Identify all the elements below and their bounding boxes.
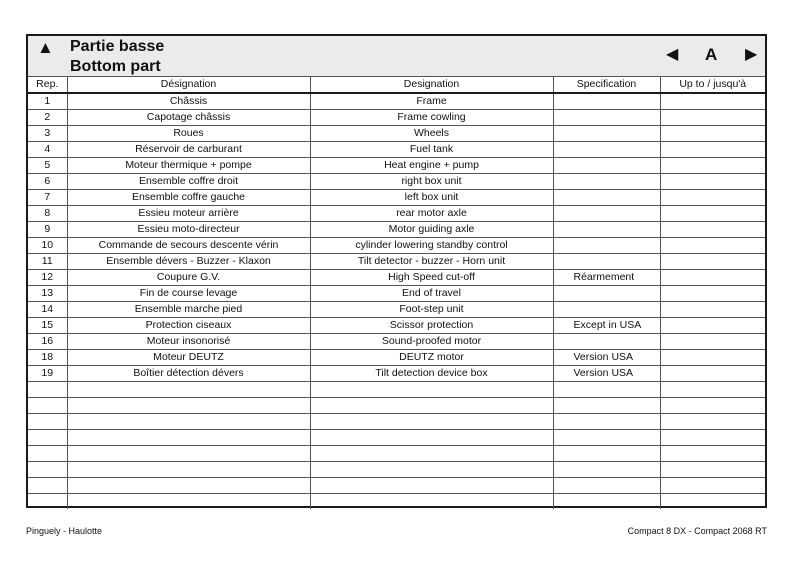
rep-cell: 4 (28, 142, 67, 158)
rep-cell: 14 (28, 302, 67, 318)
specification-cell (553, 446, 660, 462)
rep-cell: 18 (28, 350, 67, 366)
parts-table (28, 76, 765, 509)
designation-fr-cell: Essieu moto-directeur (67, 222, 310, 238)
specification-cell (553, 334, 660, 350)
up-to-cell (660, 142, 765, 158)
specification-cell (553, 238, 660, 254)
specification-cell (553, 286, 660, 302)
designation-fr-cell: Capotage châssis (67, 110, 310, 126)
up-to-cell (660, 366, 765, 382)
footer-model: Compact 8 DX - Compact 2068 RT (627, 526, 767, 536)
specification-cell (553, 126, 660, 142)
up-to-cell (660, 174, 765, 190)
up-to-cell (660, 158, 765, 174)
designation-fr-cell: Ensemble coffre droit (67, 174, 310, 190)
specification-cell (553, 398, 660, 414)
rep-cell: 6 (28, 174, 67, 190)
designation-en-cell (310, 462, 553, 478)
prev-page-icon[interactable]: ◀ (666, 46, 679, 63)
up-to-cell (660, 238, 765, 254)
specification-cell: Version USA (553, 366, 660, 382)
table-row (28, 430, 765, 446)
specification-cell (553, 414, 660, 430)
specification-cell (553, 430, 660, 446)
rep-cell: 7 (28, 190, 67, 206)
rep-cell (28, 382, 67, 398)
table-header-row (28, 77, 765, 94)
specification-cell: Except in USA (553, 318, 660, 334)
designation-fr-cell: Réservoir de carburant (67, 142, 310, 158)
specification-cell (553, 302, 660, 318)
specification-cell (553, 142, 660, 158)
designation-fr-cell: Essieu moteur arrière (67, 206, 310, 222)
designation-en-cell (310, 414, 553, 430)
table-row (28, 334, 765, 350)
up-to-cell (660, 190, 765, 206)
specification-cell (553, 206, 660, 222)
designation-en-cell: DEUTZ motor (310, 350, 553, 366)
up-to-cell (660, 414, 765, 430)
up-arrow-icon[interactable]: ▲ (37, 38, 54, 57)
designation-en-cell: End of travel (310, 286, 553, 302)
up-to-cell (660, 93, 765, 110)
table-row (28, 222, 765, 238)
table-row (28, 110, 765, 126)
specification-cell (553, 93, 660, 110)
designation-en-cell (310, 398, 553, 414)
designation-en-cell: Tilt detector - buzzer - Horn unit (310, 254, 553, 270)
designation-en-cell: Foot-step unit (310, 302, 553, 318)
designation-en-cell: rear motor axle (310, 206, 553, 222)
rep-cell (28, 414, 67, 430)
up-to-cell (660, 302, 765, 318)
designation-en-cell: right box unit (310, 174, 553, 190)
designation-en-cell: Frame cowling (310, 110, 553, 126)
up-to-cell (660, 318, 765, 334)
section-letter: A (705, 45, 718, 64)
designation-en-cell (310, 430, 553, 446)
table-row (28, 93, 765, 110)
specification-cell (553, 158, 660, 174)
col-designation-en: Designation (310, 77, 553, 94)
table-row (28, 318, 765, 334)
up-to-cell (660, 350, 765, 366)
title-french: Partie basse (70, 38, 165, 55)
title-english: Bottom part (70, 58, 161, 75)
table-row (28, 158, 765, 174)
table-row (28, 270, 765, 286)
table-row (28, 478, 765, 494)
table-row (28, 254, 765, 270)
rep-cell (28, 462, 67, 478)
up-to-cell (660, 222, 765, 238)
rep-cell: 3 (28, 126, 67, 142)
designation-fr-cell: Roues (67, 126, 310, 142)
designation-fr-cell: Moteur thermique + pompe (67, 158, 310, 174)
up-to-cell (660, 462, 765, 478)
designation-en-cell: Wheels (310, 126, 553, 142)
designation-fr-cell: Moteur insonorisé (67, 334, 310, 350)
designation-fr-cell: Fin de course levage (67, 286, 310, 302)
designation-fr-cell (67, 382, 310, 398)
designation-en-cell: Tilt detection device box (310, 366, 553, 382)
designation-en-cell: Frame (310, 93, 553, 110)
up-to-cell (660, 478, 765, 494)
up-to-cell (660, 254, 765, 270)
rep-cell: 13 (28, 286, 67, 302)
designation-fr-cell (67, 430, 310, 446)
specification-cell: Réarmement (553, 270, 660, 286)
rep-cell: 1 (28, 93, 67, 110)
up-to-cell (660, 334, 765, 350)
designation-en-cell: left box unit (310, 190, 553, 206)
rep-cell: 9 (28, 222, 67, 238)
specification-cell (553, 110, 660, 126)
rep-cell: 8 (28, 206, 67, 222)
designation-fr-cell: Protection ciseaux (67, 318, 310, 334)
table-row (28, 190, 765, 206)
designation-fr-cell (67, 478, 310, 494)
designation-en-cell: Scissor protection (310, 318, 553, 334)
specification-cell (553, 174, 660, 190)
specification-cell (553, 190, 660, 206)
parts-sheet (26, 34, 767, 508)
col-designation-fr: Désignation (67, 77, 310, 94)
up-to-cell (660, 494, 765, 510)
rep-cell (28, 430, 67, 446)
up-to-cell (660, 446, 765, 462)
designation-en-cell: Fuel tank (310, 142, 553, 158)
specification-cell (553, 222, 660, 238)
table-row (28, 414, 765, 430)
specification-cell (553, 462, 660, 478)
up-to-cell (660, 286, 765, 302)
sheet-header (28, 36, 765, 77)
up-to-cell (660, 382, 765, 398)
designation-en-cell: High Speed cut-off (310, 270, 553, 286)
rep-cell: 2 (28, 110, 67, 126)
col-up-to: Up to / jusqu'à (660, 77, 765, 94)
designation-en-cell (310, 446, 553, 462)
designation-fr-cell: Coupure G.V. (67, 270, 310, 286)
rep-cell: 10 (28, 238, 67, 254)
designation-fr-cell (67, 494, 310, 510)
rep-cell (28, 478, 67, 494)
designation-fr-cell (67, 398, 310, 414)
specification-cell (553, 254, 660, 270)
specification-cell (553, 478, 660, 494)
designation-fr-cell (67, 462, 310, 478)
table-row (28, 382, 765, 398)
table-row (28, 126, 765, 142)
designation-fr-cell: Commande de secours descente vérin (67, 238, 310, 254)
designation-fr-cell: Ensemble dévers - Buzzer - Klaxon (67, 254, 310, 270)
designation-en-cell (310, 382, 553, 398)
designation-fr-cell: Moteur DEUTZ (67, 350, 310, 366)
table-row (28, 174, 765, 190)
up-to-cell (660, 430, 765, 446)
next-page-icon[interactable]: ▶ (745, 46, 758, 63)
designation-fr-cell (67, 446, 310, 462)
designation-en-cell: Sound-proofed motor (310, 334, 553, 350)
table-row (28, 446, 765, 462)
rep-cell (28, 398, 67, 414)
designation-en-cell (310, 478, 553, 494)
table-row (28, 302, 765, 318)
designation-en-cell: Heat engine + pump (310, 158, 553, 174)
designation-fr-cell (67, 414, 310, 430)
up-to-cell (660, 126, 765, 142)
table-row (28, 366, 765, 382)
col-rep: Rep. (28, 77, 67, 94)
table-row (28, 462, 765, 478)
up-to-cell (660, 206, 765, 222)
table-row (28, 206, 765, 222)
designation-fr-cell: Châssis (67, 93, 310, 110)
up-to-cell (660, 110, 765, 126)
rep-cell: 19 (28, 366, 67, 382)
table-row (28, 350, 765, 366)
up-to-cell (660, 270, 765, 286)
up-to-cell (660, 398, 765, 414)
designation-en-cell: Motor guiding axle (310, 222, 553, 238)
designation-en-cell (310, 494, 553, 510)
specification-cell: Version USA (553, 350, 660, 366)
specification-cell (553, 382, 660, 398)
rep-cell: 11 (28, 254, 67, 270)
table-row (28, 494, 765, 510)
rep-cell (28, 494, 67, 510)
specification-cell (553, 494, 660, 510)
rep-cell: 5 (28, 158, 67, 174)
designation-fr-cell: Ensemble marche pied (67, 302, 310, 318)
rep-cell: 16 (28, 334, 67, 350)
table-row (28, 238, 765, 254)
rep-cell: 12 (28, 270, 67, 286)
designation-fr-cell: Ensemble coffre gauche (67, 190, 310, 206)
table-row (28, 142, 765, 158)
table-row (28, 286, 765, 302)
rep-cell: 15 (28, 318, 67, 334)
col-specification: Specification (553, 77, 660, 94)
table-row (28, 398, 765, 414)
designation-fr-cell: Boîtier détection dévers (67, 366, 310, 382)
footer-brand: Pinguely - Haulotte (26, 526, 103, 536)
designation-en-cell: cylinder lowering standby control (310, 238, 553, 254)
rep-cell (28, 446, 67, 462)
